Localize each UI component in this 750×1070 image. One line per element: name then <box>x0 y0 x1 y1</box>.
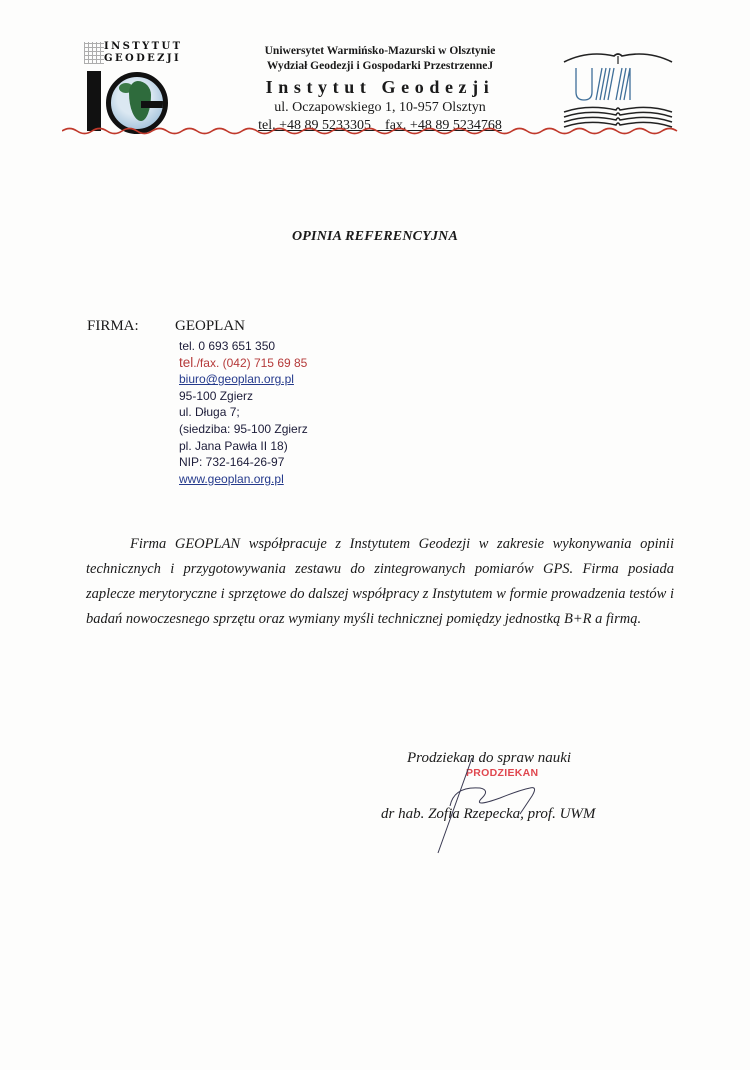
firm-seat-line2: pl. Jana Pawła II 18) <box>179 438 288 453</box>
firm-phone: tel. 0 693 651 350 <box>179 339 276 353</box>
firm-details <box>179 338 308 487</box>
logo-letter-i <box>87 71 101 131</box>
signatory-name: dr hab. Zofia Rzepecka, prof. UWM <box>381 806 596 822</box>
institute-name: Instytut Geodezji <box>265 77 495 97</box>
body-text: Firma GEOPLAN współpracuje z Instytutem Geodezji w zakresie wykonywania opinii technicznych i przygotowywania zestawu do zintegrowanych pomiarów GPS. Firma posiada zaplecze merytoryczne i sprzętowe do dalszej współpracy z Instytutem w formie prowadzenia testów i badań nowoczesnego sprzętu oraz wymiany myśli technicznej pomiędzy jednostką B+R a firmą. <box>86 536 674 627</box>
firm-name: GEOPLAN <box>175 318 245 334</box>
logo-text-line1: INSTYTUT <box>104 41 183 52</box>
institute-address: ul. Oczapowskiego 1, 10-957 Olsztyn <box>274 100 486 115</box>
handwritten-signature <box>420 758 580 858</box>
firm-telfax-prefix: tel <box>179 354 194 370</box>
stamp-title: PRODZIEKAN <box>466 767 539 779</box>
document-title: OPINIA REFERENCYJNA <box>291 229 458 244</box>
signatory-role: Prodziekan do spraw nauki <box>407 750 572 766</box>
body-paragraph <box>86 532 674 632</box>
firm-label: FIRMA: <box>87 318 139 334</box>
firm-website-link[interactable]: www.geoplan.org.pl <box>179 471 284 486</box>
firm-street: ul. Długa 7; <box>179 405 240 420</box>
logo-text-line2: GEODEZJI <box>104 53 182 64</box>
university-name: Uniwersytet Warmińsko-Mazurski w Olsztynie <box>264 45 496 57</box>
uwm-logo <box>558 42 678 132</box>
letterhead-text <box>230 44 530 135</box>
firm-telfax <box>179 355 308 372</box>
letterhead-wave-divider <box>62 126 682 136</box>
globe-icon <box>106 72 168 134</box>
firm-seat-line1: (siedziba: 95-100 Zgierz <box>179 421 308 436</box>
firm-nip: NIP: 732-164-26-97 <box>179 455 285 470</box>
faculty-name: Wydział Geodezji i Gospodarki PrzestrzenneJ <box>266 60 494 72</box>
institute-logo <box>82 38 232 136</box>
firm-telfax-number: ./fax. (042) 715 69 85 <box>193 355 308 370</box>
firm-email-link[interactable]: biuro@geoplan.org.pl <box>179 372 294 387</box>
grid-icon <box>84 42 104 64</box>
institute-contact: tel. +48 89 5233305 fax. +48 89 5234768 <box>258 118 502 133</box>
firm-postal: 95-100 Zgierz <box>179 388 254 403</box>
